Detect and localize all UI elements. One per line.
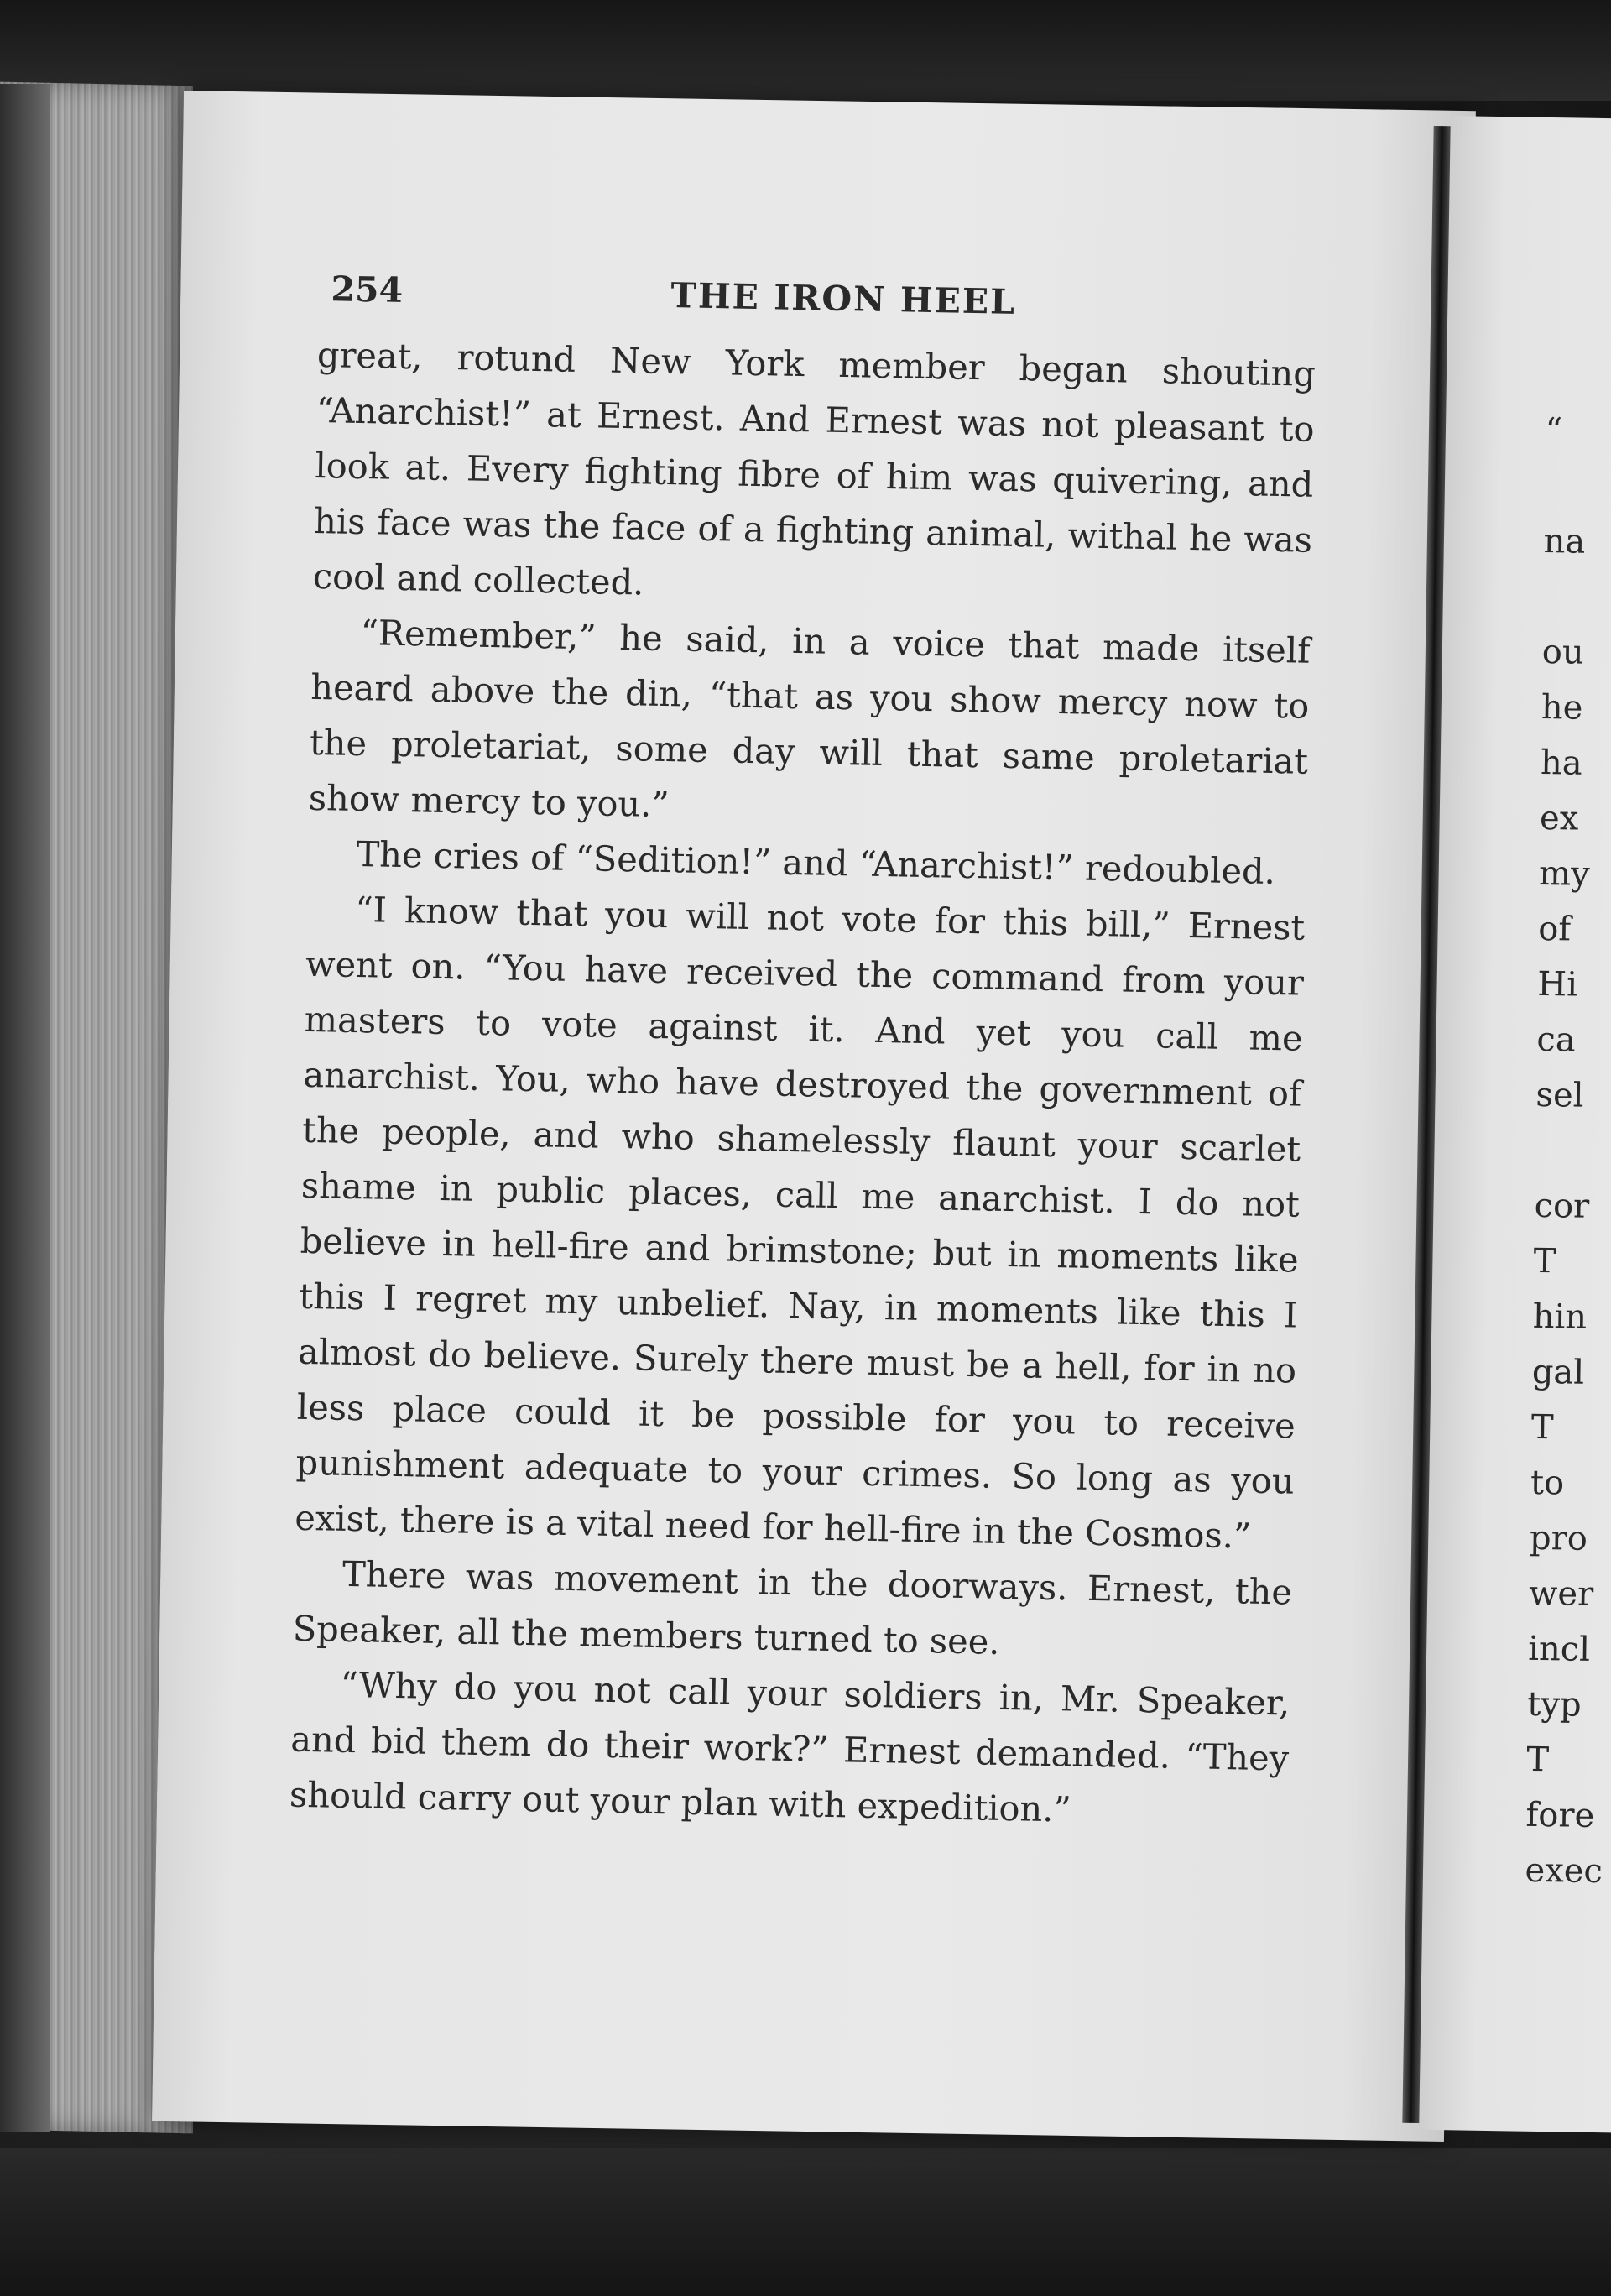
right-page-line-fragment	[1535, 1123, 1611, 1179]
right-page-line-fragment: “	[1545, 410, 1563, 451]
right-page-line-fragment: hin	[1532, 1297, 1588, 1337]
right-page-line-fragment: T	[1526, 1740, 1550, 1780]
right-page-line-fragment: he	[1541, 687, 1583, 728]
right-page-line-fragment: to	[1530, 1463, 1565, 1503]
book-spine-shadow	[0, 84, 50, 2132]
right-page-line-fragment	[1544, 458, 1611, 514]
paragraph: “Remember,” he said, in a voice that made itself heard above the din, “that as you show mercy now to the proletariat, some day will that same proletariat show mercy to you.”	[308, 612, 1311, 826]
right-page-line-fragment: fore	[1525, 1795, 1595, 1835]
right-page-line-fragment: T	[1533, 1241, 1556, 1281]
right-page-line-fragment: ou	[1541, 632, 1585, 672]
right-page-line-fragment: gal	[1531, 1352, 1585, 1392]
right-page-line-fragment: typ	[1527, 1684, 1582, 1725]
right-page-line-fragment	[1542, 569, 1611, 625]
right-page-line-fragment: T	[1530, 1407, 1554, 1448]
right-page-line-fragment: my	[1538, 853, 1591, 894]
right-page-line-fragment: ha	[1540, 743, 1582, 783]
paragraph: The cries of “Sedition!” and “Anarchist!” redoubled.	[356, 832, 1276, 893]
running-title: THE IRON HEEL	[670, 275, 1017, 322]
right-page-line-fragment: wer	[1528, 1573, 1594, 1614]
right-page-line-fragment: Hi	[1537, 964, 1578, 1004]
right-page-line-fragment: incl	[1527, 1629, 1591, 1669]
right-page-line-fragment: ca	[1536, 1020, 1576, 1060]
right-page-line-fragment: exec	[1525, 1850, 1603, 1892]
page-number: 254	[331, 269, 404, 310]
right-page-line-fragment: sel	[1535, 1075, 1584, 1115]
paragraph: “I know that you will not vote for this bill,” Ernest went on. “You have received the command from your masters to vote against it. And yet you call me anarchist. You, who have destroyed the government of the people, and who shamelessly flaunt your scarlet shame in public places, call me anarchist. I do not believe in hell-fire and brimstone; but in moments like this I regret my unbelief. Nay, in moments like this I almost do believe. Surely there must be a hell, for in no less place could it be possible for you to receive punishment adequate to your crimes. So long as you exist, there is a vital need for hell-fire in the Cosmos.”	[294, 888, 1306, 1557]
right-page-line-fragment: cor	[1534, 1186, 1590, 1226]
paragraph: “Why do you not call your soldiers in, Mr. Speaker, and bid them do their work?” Ernest demanded. “They should carry out your plan with expedition.”	[289, 1663, 1290, 1830]
background-bottom	[0, 2148, 1611, 2296]
body-text	[289, 327, 1316, 1842]
right-page-line-fragment: pro	[1529, 1518, 1588, 1558]
paragraph: There was movement in the doorways. Ernest, the Speaker, all the members turned to see.	[292, 1552, 1293, 1662]
background-top	[0, 0, 1611, 101]
right-page-line-fragment: ex	[1539, 798, 1579, 838]
right-page-line-fragment: na	[1543, 521, 1586, 561]
right-page-line-fragment: of	[1537, 909, 1572, 949]
left-page-text	[289, 269, 1316, 1842]
paragraph: great, rotund New York member began shouting “Anarchist!” at Ernest. And Ernest was not pleasant to look at. Every fighting fibre of him was quivering, and his face was the face of a fighting animal, withal he was cool and collected.	[312, 333, 1316, 603]
